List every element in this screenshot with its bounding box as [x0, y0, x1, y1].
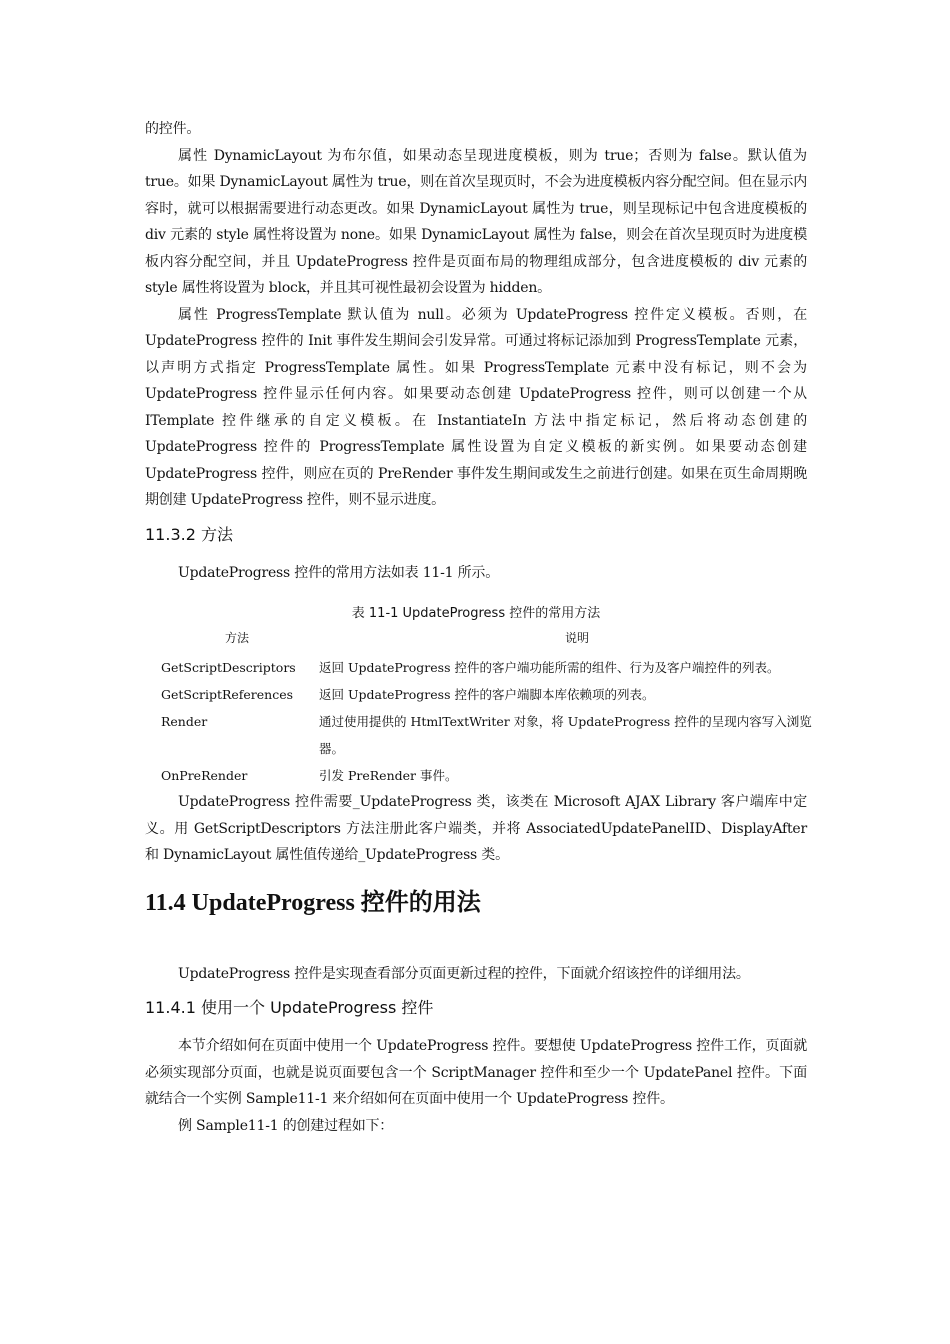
column-header-description: 说明 — [564, 631, 589, 645]
paragraph-continuation: 的控件。 — [145, 121, 201, 137]
method-name: Render — [161, 714, 208, 729]
table-header-row — [155, 627, 835, 654]
method-description: 引发 PreRender 事件。 — [319, 768, 458, 783]
paragraph-example-steps: 例 Sample11-1 的创建过程如下： — [178, 1117, 394, 1134]
paragraph-single-control: 本节介绍如何在页面中使用一个 UpdateProgress 控件。要想使 UpdateProgress 控件工作，页面就必须实现部分页面，也就是说页面要包含一个 ScriptManager 控件和至少一个 UpdatePanel 控件。下面就结合一个实例 Sample11-1 来介绍如何在页面中使用一个 UpdateProgress 控件。 — [145, 1038, 807, 1107]
page-content — [145, 116, 812, 1139]
table-row — [155, 681, 835, 708]
table-row — [155, 762, 835, 789]
column-header-method: 方法 — [224, 631, 249, 645]
paragraph-progresstemplate: 属性 ProgressTemplate 默认值为 null。必须为 UpdateProgress 控件定义模板。否则，在 UpdateProgress 控件的 Init 事件发生期间会引发异常。可通过将标记添加到 ProgressTemplate 元素，以声明方式指定 ProgressTemplate 属性。如果 ProgressTemplate 元素中没有标记，则不会为 UpdateProgress 控件显示任何内容。如果要动态创建 UpdateProgress 控件，则可以创建一个从 ITemplate 控件继承的自定义模板。在 InstantiateIn 方法中指定标记，然后将动态创建的 UpdateProgress 控件的 ProgressTemplate 属性设置为自定义模板的新实例。如果要动态创建 UpdateProgress 控件，则应在页的 PreRender 事件发生期间或发生之前进行创建。如果在页生命周期晚期创建 UpdateProgress 控件，则不显示进度。 — [145, 306, 807, 508]
heading-11-4: 11.4 UpdateProgress 控件的用法 — [145, 889, 481, 916]
method-name: OnPreRender — [161, 768, 248, 783]
method-description: 返回 UpdateProgress 控件的客户端脚本库依赖项的列表。 — [319, 687, 655, 702]
method-description: 通过使用提供的 HtmlTextWriter 对象，将 UpdateProgress 控件的呈现内容写入浏览器。 — [319, 714, 812, 756]
paragraph-usage-intro: UpdateProgress 控件是实现查看部分页面更新过程的控件，下面就介绍该控件的详细用法。 — [178, 965, 750, 982]
method-description: 返回 UpdateProgress 控件的客户端功能所需的组件、行为及客户端控件的列表。 — [319, 660, 780, 675]
paragraph-dynamiclayout: 属性 DynamicLayout 为布尔值，如果动态呈现进度模板，则为 true；否则为 false。默认值为 true。如果 DynamicLayout 属性为 true，则在首次呈现页时，不会为进度模板内容分配空间。但在显示内容时，就可以根据需要进行动态更改。如果 DynamicLayout 属性为 true，则呈现标记中包含进度模板的 div 元素的 style 属性将设置为 none。如果 DynamicLayout 属性为 false，则会在首次呈现页时为进度模板内容分配空间，并且 UpdateProgress 控件是页面布局的物理组成部分，包含进度模板的 div 元素的 style 属性将设置为 block，并且其可视性最初会设置为 hidden。 — [145, 147, 807, 296]
heading-11-4-1: 11.4.1 使用一个 UpdateProgress 控件 — [145, 998, 434, 1017]
table-row — [155, 654, 835, 681]
paragraph-methods-lead: UpdateProgress 控件的常用方法如表 11-1 所示。 — [178, 564, 500, 581]
method-name: GetScriptReferences — [161, 687, 294, 702]
table-caption: 表 11-1 UpdateProgress 控件的常用方法 — [351, 606, 601, 621]
methods-table — [155, 627, 835, 789]
heading-11-3-2: 11.3.2 方法 — [145, 524, 233, 544]
method-name: GetScriptDescriptors — [161, 660, 296, 675]
paragraph-client-class: UpdateProgress 控件需要_UpdateProgress 类，该类在 Microsoft AJAX Library 客户端库中定义。用 GetScriptDescriptors 方法注册此客户端类，并将 AssociatedUpdatePanelID、DisplayAfter 和 DynamicLayout 属性值传递给_UpdateProgress 类。 — [145, 794, 807, 863]
table-row — [155, 708, 835, 762]
